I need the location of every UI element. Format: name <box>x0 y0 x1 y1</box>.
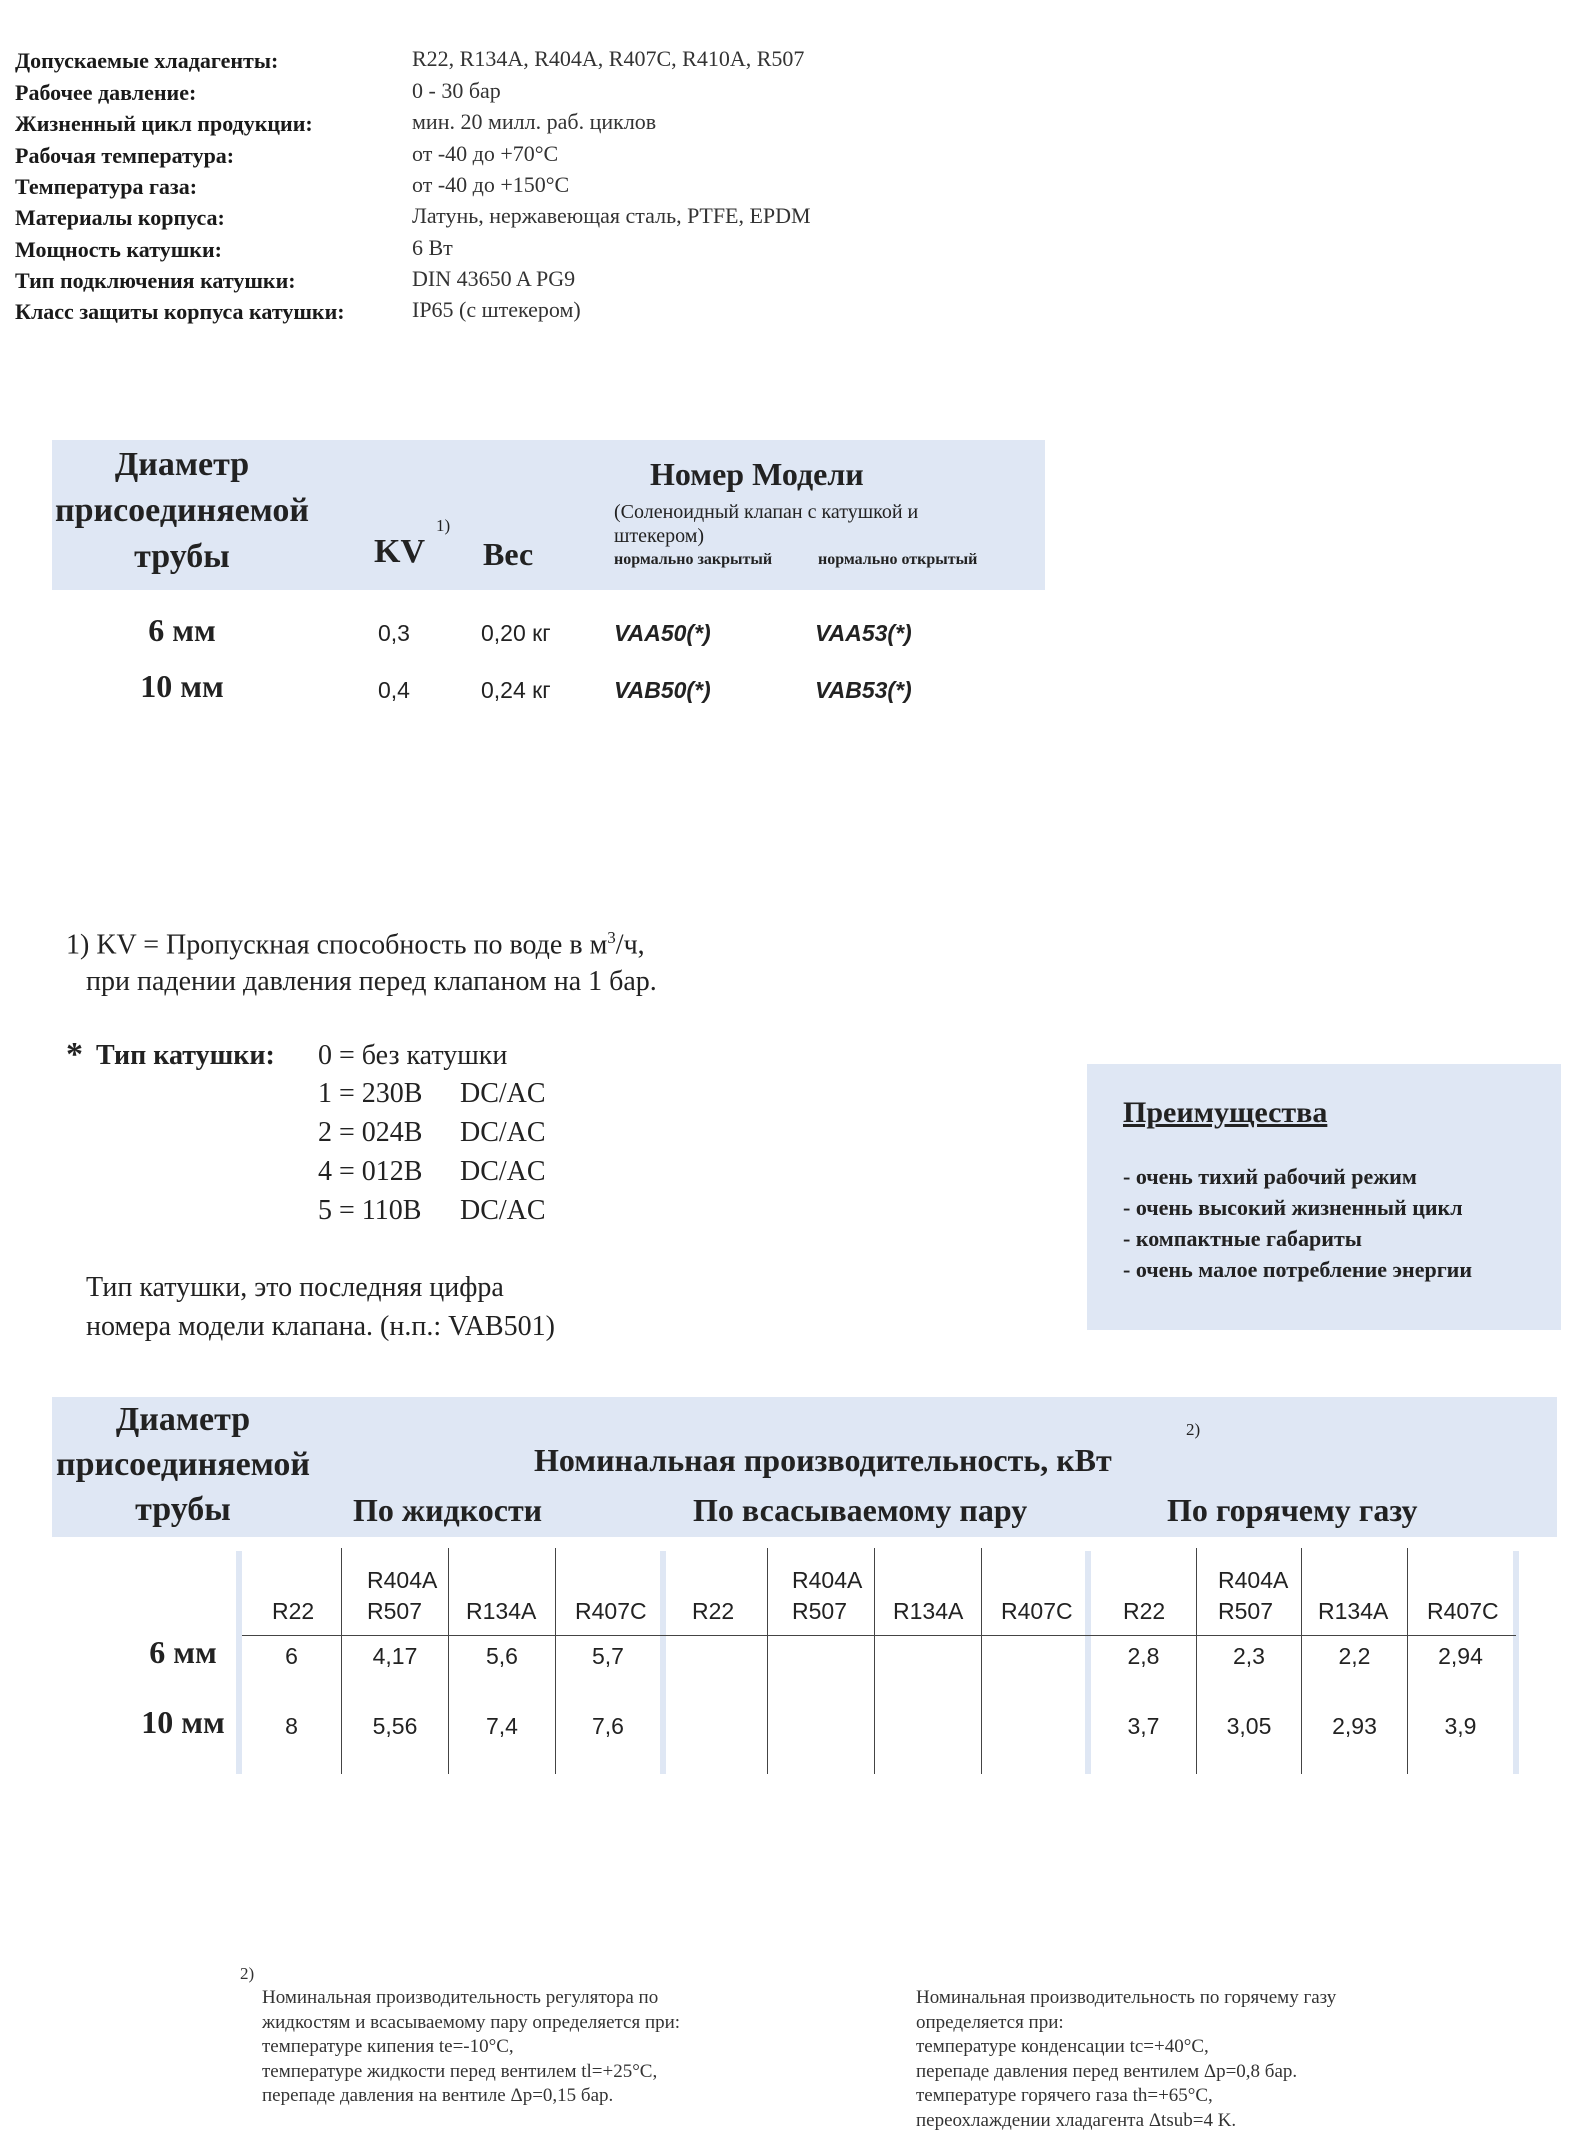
value-cell: 2,8 <box>1127 1643 1160 1669</box>
footnote-line: Номинальная производительность по горячему газу <box>916 1987 1337 2008</box>
value-cell: 3,9 <box>1444 1713 1477 1739</box>
no-model-cell: VAB53(*) <box>815 677 912 703</box>
star-marker: * <box>66 1036 83 1073</box>
footnote-line: температуре кипения te=-10°C, <box>262 2036 514 2057</box>
footnote-line: перепаде давления на вентиле Δp=0,15 бар. <box>262 2085 614 2106</box>
value-cell: 2,3 <box>1233 1643 1265 1669</box>
column-header-top: R404A <box>792 1567 863 1593</box>
spec-value: DIN 43650 A PG9 <box>412 266 576 291</box>
spec-value: 6 Вт <box>412 235 453 260</box>
kv-cell: 0,4 <box>378 677 410 703</box>
weight-header: Вес <box>483 536 534 572</box>
column-header: R22 <box>692 1598 735 1624</box>
spec-value: R22, R134A, R404A, R407C, R410A, R507 <box>412 46 805 71</box>
capacity-footnote-right <box>916 1986 1336 2133</box>
spec-value: мин. 20 милл. раб. циклов <box>412 109 657 134</box>
spec-row <box>15 174 915 205</box>
nc-model-cell: VAB50(*) <box>614 677 711 703</box>
spec-label: Класс защиты корпуса катушки: <box>15 299 345 324</box>
coil-option-type: DC/AC <box>460 1195 546 1226</box>
diameter-header-line: присоединяемой <box>55 492 309 529</box>
footnote-line: Номинальная производительность регулятора по <box>262 1987 659 2008</box>
diameter-cell: 6 мм <box>149 1634 217 1670</box>
footnote-line: температуре конденсации tc=+40°C, <box>916 2036 1209 2057</box>
value-cell: 7,6 <box>592 1713 624 1739</box>
spec-row <box>15 299 915 330</box>
diameter-header <box>52 442 312 580</box>
advantage-item: - очень высокий жизненный цикл <box>1123 1195 1463 1220</box>
value-cell: 7,4 <box>486 1713 518 1739</box>
kv-header: KV <box>374 533 425 570</box>
column-header: R507 <box>367 1598 422 1624</box>
spec-label: Температура газа: <box>15 174 198 199</box>
value-cell: 8 <box>285 1713 298 1739</box>
weight-cell: 0,24 кг <box>481 677 551 703</box>
footnote-line: температуре горячего газа th=+65°C, <box>916 2085 1213 2106</box>
spec-label: Жизненный цикл продукции: <box>15 111 313 136</box>
column-header: R134A <box>466 1598 537 1624</box>
kv-footnote-marker: 1) <box>436 516 451 535</box>
advantage-item: - компактные габариты <box>1123 1226 1362 1251</box>
model-header: Номер Модели <box>650 456 864 492</box>
advantage-item: - очень малое потребление энергии <box>1123 1257 1473 1282</box>
nc-model-cell: VAA50(*) <box>614 620 711 646</box>
spec-row <box>15 80 915 111</box>
column-header: R22 <box>1123 1598 1166 1624</box>
spec-label: Допускаемые хладагенты: <box>15 48 279 73</box>
capacity-footnote-marker: 2) <box>240 1964 255 1983</box>
header-underline <box>242 1635 1516 1636</box>
group-divider <box>660 1551 666 1774</box>
coil-option: 5 = 110В <box>318 1195 422 1226</box>
column-header: R407C <box>1427 1598 1499 1624</box>
diameter-header <box>52 1397 314 1532</box>
column-header: R407C <box>575 1598 647 1624</box>
value-cell: 6 <box>285 1643 298 1669</box>
spec-value: IP65 (с штекером) <box>412 297 581 322</box>
kv-footnote <box>66 928 645 961</box>
spec-row <box>15 237 915 268</box>
coil-option: 2 = 024В <box>318 1117 423 1148</box>
advantages-title: Преимущества <box>1123 1096 1328 1129</box>
spec-value: Латунь, нержавеющая сталь, PTFE, EPDM <box>412 203 811 228</box>
footnote-line: температуре жидкости перед вентилем tl=+25°C, <box>262 2060 658 2082</box>
kv-footnote-sup: 3 <box>607 928 616 947</box>
spec-value: 0 - 30 бар <box>412 78 501 103</box>
spec-row <box>15 205 915 236</box>
value-cell: 2,93 <box>1332 1713 1377 1739</box>
value-cell: 2,2 <box>1338 1643 1371 1669</box>
spec-label: Рабочее давление: <box>15 80 197 105</box>
spec-row <box>15 143 915 174</box>
advantage-item: - очень тихий рабочий режим <box>1123 1164 1417 1189</box>
value-cell: 3,7 <box>1127 1713 1160 1739</box>
diameter-header-line: трубы <box>134 538 230 575</box>
kv-cell: 0,3 <box>378 620 410 646</box>
diameter-header-line: присоединяемой <box>56 1446 310 1483</box>
value-cell: 2,94 <box>1438 1643 1483 1669</box>
coil-option: 1 = 230В <box>318 1078 423 1109</box>
coil-option: 0 = без катушки <box>318 1040 508 1071</box>
column-divider <box>874 1548 875 1774</box>
value-cell: 5,56 <box>372 1713 418 1739</box>
diameter-cell: 6 мм <box>148 612 216 648</box>
kv-footnote-line2: при падении давления перед клапаном на 1 бар. <box>86 966 657 997</box>
column-divider <box>767 1548 768 1774</box>
spec-value: от -40 до +150°C <box>412 172 570 197</box>
column-header: R134A <box>893 1598 964 1624</box>
coil-option: 4 = 012В <box>318 1156 423 1187</box>
column-header-top: R404A <box>1218 1567 1289 1593</box>
group-suction: По всасываемому пару <box>693 1492 1028 1528</box>
model-subheader: (Соленоидный клапан с катушкой и штекером) <box>614 501 919 547</box>
no-header: нормально открытый <box>818 551 978 568</box>
nc-header: нормально закрытый <box>614 551 773 568</box>
diameter-header-line: Диаметр <box>115 1401 251 1438</box>
coil-option-type: DC/AC <box>460 1117 546 1148</box>
spec-label: Рабочая температура: <box>15 143 235 168</box>
spec-row <box>15 48 915 79</box>
column-header: R22 <box>272 1598 315 1624</box>
capacity-title: Номинальная производительность, кВт <box>534 1442 1112 1478</box>
value-cell: 3,05 <box>1226 1713 1272 1739</box>
coil-option-type: DC/AC <box>460 1078 546 1109</box>
spec-row <box>15 111 915 142</box>
group-liquid: По жидкости <box>353 1492 543 1528</box>
column-header: R507 <box>792 1598 847 1624</box>
coil-option-type: DC/AC <box>460 1156 546 1187</box>
capacity-footnote-left <box>262 1986 680 2109</box>
spec-value: от -40 до +70°C <box>412 141 559 166</box>
diameter-header-line: Диаметр <box>114 446 250 483</box>
spec-label: Мощность катушки: <box>15 237 222 262</box>
group-hot-gas: По горячему газу <box>1167 1492 1418 1528</box>
kv-footnote-unit: /ч, <box>615 929 645 961</box>
spec-label: Материалы корпуса: <box>15 205 225 230</box>
group-divider <box>1513 1551 1519 1774</box>
diameter-cell: 10 мм <box>141 1704 225 1740</box>
capacity-footnote-marker: 2) <box>1186 1420 1201 1439</box>
footnote-line: перепаде давления перед вентилем Δp=0,8 бар. <box>916 2060 1298 2082</box>
no-model-cell: VAA53(*) <box>815 620 912 646</box>
diameter-cell: 10 мм <box>140 668 224 704</box>
column-divider <box>981 1548 982 1774</box>
footnote-line: переохлаждении хладагента Δtsub=4 K. <box>916 2109 1237 2131</box>
coil-note: номера модели клапана. (н.п.: VAB501) <box>86 1311 555 1342</box>
column-header-top: R404A <box>367 1567 438 1593</box>
footnote-line: жидкостям и всасываемому пару определяется при: <box>262 2011 681 2033</box>
weight-cell: 0,20 кг <box>481 620 551 646</box>
value-cell: 5,7 <box>592 1643 624 1669</box>
footnote-line: определяется при: <box>916 2011 1064 2033</box>
coil-note: Тип катушки, это последняя цифра <box>86 1272 504 1303</box>
spec-label: Тип подключения катушки: <box>15 268 296 293</box>
diameter-header-line: трубы <box>135 1491 231 1528</box>
spec-row <box>15 268 915 299</box>
column-header: R134A <box>1318 1598 1389 1624</box>
coil-label: Тип катушки: <box>96 1040 275 1071</box>
column-header: R407C <box>1001 1598 1073 1624</box>
value-cell: 5,6 <box>486 1643 518 1669</box>
column-header: R507 <box>1218 1598 1273 1624</box>
value-cell: 4,17 <box>372 1643 418 1669</box>
advantages-box <box>1087 1064 1561 1330</box>
kv-footnote-text: 1) KV = Пропускная способность по воде в м <box>66 929 608 961</box>
